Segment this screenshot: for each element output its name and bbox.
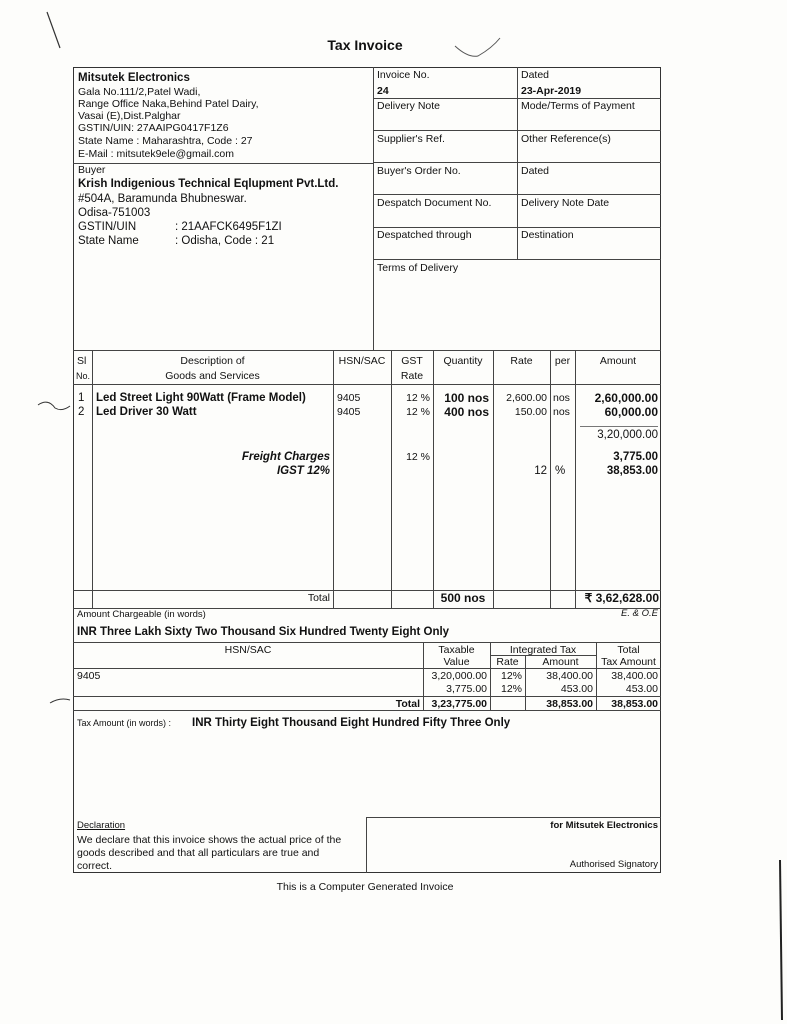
row-rate: 2,600.00 bbox=[506, 392, 547, 404]
divider bbox=[373, 259, 661, 260]
divider bbox=[73, 668, 661, 669]
document-title: Tax Invoice bbox=[327, 37, 403, 53]
header-gst-rate: Rate bbox=[400, 370, 424, 382]
igst-amount: 38,853.00 bbox=[606, 465, 658, 477]
total-quantity: 500 nos bbox=[440, 591, 486, 605]
divider bbox=[73, 163, 373, 164]
divider bbox=[391, 350, 392, 608]
despatch-doc-label: Despatch Document No. bbox=[377, 197, 492, 209]
tax-words-value: INR Thirty Eight Thousand Eight Hundred Fifty Three Only bbox=[192, 717, 511, 729]
row-gst-rate: 12 % bbox=[406, 392, 430, 404]
buyer-gstin-label: GSTIN/UIN bbox=[78, 221, 137, 233]
tax-header-integrated: Integrated Tax bbox=[509, 644, 577, 656]
row-quantity: 400 nos bbox=[444, 405, 489, 419]
tax-header-tax-amount: Tax Amount bbox=[601, 656, 656, 668]
destination-label: Destination bbox=[521, 229, 574, 241]
suppliers-ref-label: Supplier's Ref. bbox=[377, 133, 445, 145]
row-per: nos bbox=[553, 406, 570, 418]
header-hsn: HSN/SAC bbox=[338, 355, 386, 367]
declaration-text: goods described and that all particulars are true and bbox=[77, 847, 320, 859]
tax-header-rate: Rate bbox=[496, 656, 519, 668]
header-sl-no: No. bbox=[76, 371, 91, 381]
tax-row-taxable: 3,20,000.00 bbox=[431, 670, 487, 682]
declaration-label: Declaration bbox=[77, 820, 126, 831]
divider bbox=[493, 350, 494, 608]
header-gst: GST bbox=[401, 355, 423, 367]
row-sl: 1 bbox=[78, 392, 85, 404]
divider bbox=[373, 98, 661, 99]
tax-row-total: 453.00 bbox=[625, 683, 658, 695]
seller-address-line: Range Office Naka,Behind Patel Dairy, bbox=[78, 98, 259, 110]
divider bbox=[333, 350, 334, 608]
total-amount: ₹ 3,62,628.00 bbox=[584, 591, 659, 605]
other-ref-label: Other Reference(s) bbox=[521, 133, 611, 145]
row-rate: 150.00 bbox=[514, 406, 547, 418]
divider bbox=[73, 350, 661, 351]
freight-label: Freight Charges bbox=[241, 451, 330, 463]
computer-generated-note: This is a Computer Generated Invoice bbox=[276, 881, 454, 893]
buyer-address-line: Odisa-751003 bbox=[78, 207, 151, 219]
amount-words-label: Amount Chargeable (in words) bbox=[77, 609, 206, 620]
row-per: nos bbox=[553, 392, 570, 404]
terms-delivery-label: Terms of Delivery bbox=[377, 262, 459, 274]
seller-state: State Name : Maharashtra, Code : 27 bbox=[78, 135, 253, 147]
row-description: Led Street Light 90Watt (Frame Model) bbox=[96, 392, 306, 404]
tax-total-taxable: 3,23,775.00 bbox=[431, 698, 487, 710]
dated-label: Dated bbox=[521, 69, 550, 81]
divider bbox=[73, 696, 661, 697]
delivery-note-label: Delivery Note bbox=[377, 100, 441, 112]
buyer-state-value: : Odisha, Code : 21 bbox=[175, 235, 275, 247]
header-description-2: Goods and Services bbox=[165, 370, 260, 382]
row-sl: 2 bbox=[78, 406, 85, 418]
tax-header-value: Value bbox=[443, 656, 470, 668]
tax-row-hsn: 9405 bbox=[77, 670, 101, 682]
authorised-signatory: Authorised Signatory bbox=[569, 859, 658, 870]
tax-header-taxable: Taxable bbox=[438, 644, 475, 656]
row-description: Led Driver 30 Watt bbox=[96, 406, 197, 418]
subtotal-rule bbox=[580, 426, 658, 427]
mode-terms-label: Mode/Terms of Payment bbox=[521, 100, 635, 112]
header-rate: Rate bbox=[510, 355, 533, 367]
divider bbox=[575, 350, 576, 608]
buyers-order-dated-label: Dated bbox=[521, 165, 550, 177]
amount-words-value: INR Three Lakh Sixty Two Thousand Six Hundred Twenty Eight Only bbox=[77, 626, 450, 638]
tax-row-rate: 12% bbox=[500, 670, 522, 682]
divider bbox=[73, 384, 661, 385]
tax-row-amount: 453.00 bbox=[560, 683, 593, 695]
tax-row-taxable: 3,775.00 bbox=[446, 683, 487, 695]
tax-header-amount: Amount bbox=[542, 656, 579, 668]
scan-edge bbox=[780, 860, 782, 1020]
row-hsn: 9405 bbox=[337, 406, 361, 418]
divider bbox=[92, 350, 93, 608]
header-description: Description of bbox=[180, 355, 245, 367]
subtotal-amount: 3,20,000.00 bbox=[597, 429, 658, 441]
seller-address-line: Gala No.111/2,Patel Wadi, bbox=[78, 86, 201, 98]
buyer-state-label: State Name bbox=[78, 235, 139, 247]
seller-gstin: GSTIN/UIN: 27AAIPG0417F1Z6 bbox=[78, 122, 229, 134]
tax-total-tax: 38,853.00 bbox=[611, 698, 658, 710]
divider bbox=[73, 642, 661, 643]
divider bbox=[550, 350, 551, 608]
divider bbox=[373, 227, 661, 228]
total-label: Total bbox=[307, 592, 330, 604]
row-amount: 60,000.00 bbox=[604, 405, 658, 419]
igst-label: IGST 12% bbox=[276, 465, 330, 477]
seller-email: E-Mail : mitsutek9ele@gmail.com bbox=[78, 148, 234, 160]
igst-per: % bbox=[555, 465, 566, 477]
header-per: per bbox=[554, 355, 571, 367]
freight-amount: 3,775.00 bbox=[613, 451, 658, 463]
freight-gst-rate: 12 % bbox=[406, 451, 430, 463]
divider bbox=[373, 162, 661, 163]
header-sl: Sl bbox=[77, 355, 87, 367]
divider bbox=[373, 194, 661, 195]
declaration-text: We declare that this invoice shows the actual price of the bbox=[77, 834, 342, 846]
divider bbox=[433, 350, 434, 608]
tax-header-hsn: HSN/SAC bbox=[224, 644, 272, 656]
delivery-note-date-label: Delivery Note Date bbox=[521, 197, 610, 209]
tax-row-amount: 38,400.00 bbox=[546, 670, 593, 682]
divider bbox=[373, 67, 374, 350]
divider bbox=[73, 590, 661, 591]
invoice-no-label: Invoice No. bbox=[377, 69, 430, 81]
tax-words-label: Tax Amount (in words) : bbox=[77, 718, 172, 728]
divider bbox=[517, 67, 518, 260]
seller-address-line: Vasai (E),Dist.Palghar bbox=[78, 110, 181, 122]
divider bbox=[373, 130, 661, 131]
buyer-label: Buyer bbox=[78, 164, 106, 176]
dated-value: 23-Apr-2019 bbox=[521, 85, 582, 97]
tax-total-amount: 38,853.00 bbox=[546, 698, 593, 710]
igst-rate: 12 bbox=[534, 465, 547, 477]
header-quantity: Quantity bbox=[443, 355, 483, 367]
row-quantity: 100 nos bbox=[444, 391, 489, 405]
tax-header-total: Total bbox=[617, 644, 640, 656]
despatched-through-label: Despatched through bbox=[377, 229, 472, 241]
eoe-note: E. & O.E bbox=[621, 608, 658, 619]
declaration-text: correct. bbox=[77, 860, 113, 872]
pen-stroke-mark bbox=[38, 402, 70, 409]
divider bbox=[73, 710, 661, 711]
buyer-address-line: #504A, Baramunda Bhubneswar. bbox=[78, 193, 247, 205]
for-company: for Mitsutek Electronics bbox=[550, 820, 658, 831]
row-hsn: 9405 bbox=[337, 392, 361, 404]
tax-row-rate: 12% bbox=[500, 683, 522, 695]
header-amount: Amount bbox=[599, 355, 637, 367]
row-gst-rate: 12 % bbox=[406, 406, 430, 418]
seller-name: Mitsutek Electronics bbox=[78, 72, 190, 84]
tax-total-label: Total bbox=[395, 698, 420, 710]
row-amount: 2,60,000.00 bbox=[594, 391, 658, 405]
pen-stroke-mark bbox=[50, 699, 70, 703]
invoice-no-value: 24 bbox=[377, 85, 389, 97]
buyers-order-label: Buyer's Order No. bbox=[377, 165, 461, 177]
tax-row-total: 38,400.00 bbox=[611, 670, 658, 682]
buyer-gstin-value: : 21AAFCK6495F1ZI bbox=[175, 221, 282, 233]
buyer-name: Krish Indigenious Technical Eqlupment Pvt.Ltd. bbox=[78, 178, 339, 190]
